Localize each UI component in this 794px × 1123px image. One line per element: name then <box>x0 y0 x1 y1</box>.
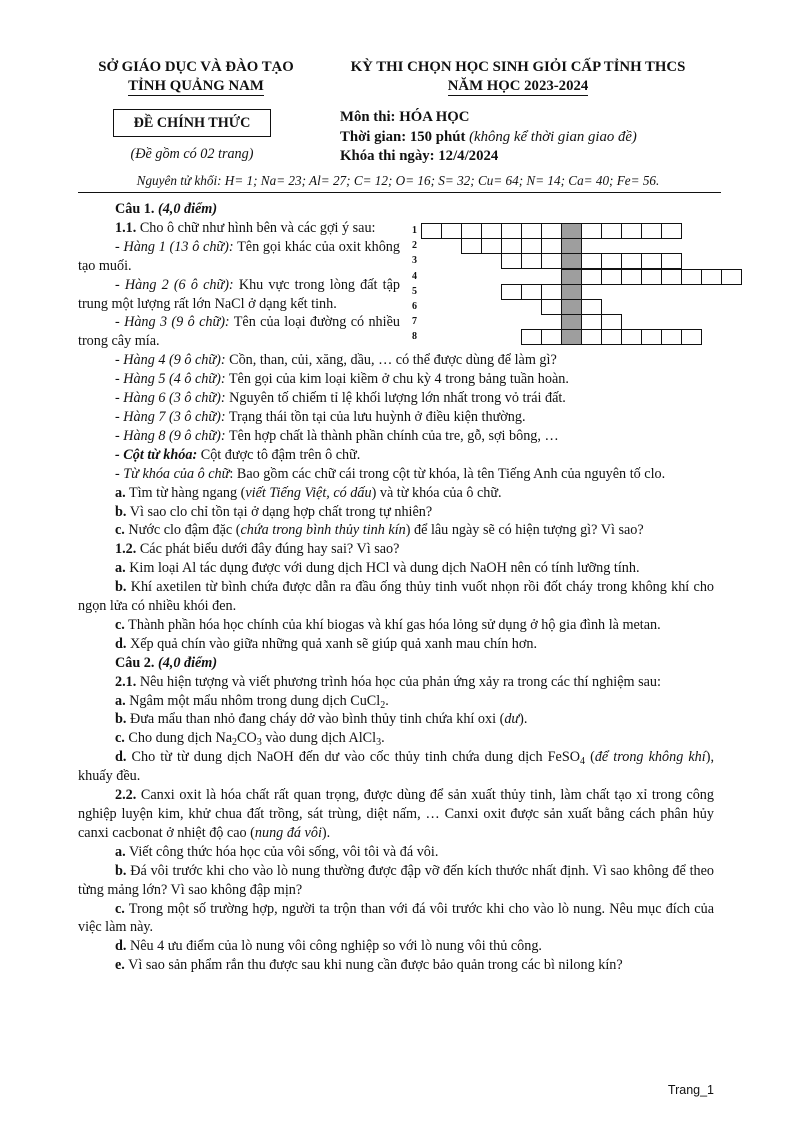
hint-row-5: - Hàng 5 (4 ô chữ): Tên gọi của kim loại kiềm ở chu kỳ 4 trong bảng tuần hoàn. <box>115 371 569 388</box>
province-name: TỈNH QUẢNG NAM <box>128 78 264 94</box>
hint-row-2: - Hàng 2 (6 ô chữ): Khu vực trong lòng đất tập trung một lượng rất lớn NaCl ở dạng kết tinh. <box>78 276 400 312</box>
date-value: 12/4/2024 <box>438 148 499 164</box>
statement-a: a. Kim loại Al tác dụng được với dung dịch HCl và dung dịch NaOH nên có tính lưỡng tính. <box>115 560 640 577</box>
school-year: NĂM HỌC 2023-2024 <box>447 78 589 94</box>
crossword-row-number: 1 <box>412 225 417 236</box>
exam-info <box>340 108 637 167</box>
task-1b: b. Vì sao clo chỉ tồn tại ở dạng hợp chất trong tự nhiên? <box>115 503 433 520</box>
part-1-2: 1.2. Các phát biểu dưới đây đúng hay sai? Vì sao? <box>115 541 400 558</box>
time-note: (không kể thời gian giao đề) <box>469 128 637 145</box>
exam-name: KỲ THI CHỌN HỌC SINH GIỎI CẤP TỈNH THCS <box>350 59 686 75</box>
issuing-department <box>70 58 322 96</box>
hint-row-8: - Hàng 8 (9 ô chữ): Tên hợp chất là thành phần chính của tre, gỗ, sợi bông, … <box>115 427 559 444</box>
task-2e: e. Vì sao sản phẩm rắn thu được sau khi nung cần được bảo quản trong các bì nilong kín? <box>115 957 623 974</box>
crossword-row-number: 2 <box>412 240 417 252</box>
statement-b: b. Khí axetilen từ bình chứa được dẫn ra đầu ống thủy tinh vuốt nhọn rồi đốt cháy trong không khí cho ngọn lửa có nhiều khói đen. <box>78 579 715 615</box>
exam-content <box>78 200 714 975</box>
statement-d: d. Xếp quả chín vào giữa những quả xanh sẽ giúp quả xanh mau chín hơn. <box>115 635 538 652</box>
exam-title <box>318 58 718 96</box>
experiment-c: c. Cho dung dịch $Na_2CO_3$ vào dung dịch AlCl$_3$. <box>115 730 385 749</box>
part-2-1: 2.1. Nêu hiện tượng và viết phương trình hóa học của phản ứng xảy ra trong các thí nghiệm sau: <box>115 673 661 690</box>
time-line <box>340 128 637 148</box>
part-1-1: 1.1. Cho ô chữ như hình bên và các gợi ý sau: <box>115 219 376 236</box>
experiment-d: d. Cho từ từ dung dịch NaOH đến dư vào cốc thủy tinh chứa dung dịch FeSO$_4$ (để trong không khí), khuấy đều. <box>78 749 714 785</box>
hint-row-1: - Hàng 1 (13 ô chữ): Tên gọi khác của oxit không tạo muối. <box>78 238 400 274</box>
task-2c: c. Trong một số trường hợp, người ta trộn than với đá vôi trước khi cho vào lò nung. Nêu mục đích của việc làm này. <box>78 900 714 936</box>
task-1a: a. Tìm từ hàng ngang (viết Tiếng Việt, có dấu) và từ khóa của ô chữ. <box>115 484 502 501</box>
crossword-row-number: 5 <box>412 285 417 297</box>
question-2-title: Câu 2. (4,0 điểm) <box>115 654 218 671</box>
department-name: SỞ GIÁO DỤC VÀ ĐÀO TẠO <box>98 59 294 75</box>
hint-row-6: - Hàng 6 (3 ô chữ): Nguyên tố chiếm tỉ lệ khối lượng lớn nhất trong vỏ trái đất. <box>115 390 566 407</box>
header-divider <box>78 192 721 193</box>
task-1c: c. Nước clo đậm đặc (chứa trong bình thủy tinh kín) để lâu ngày sẽ có hiện tượng gì? Vì sao? <box>115 522 644 539</box>
hint-row-4: - Hàng 4 (9 ô chữ): Cồn, than, củi, xăng, dầu, … có thể được dùng để làm gì? <box>115 352 557 369</box>
crossword-cell <box>721 269 742 285</box>
time-value: 150 phút <box>409 128 466 145</box>
statement-c: c. Thành phần hóa học chính của khí biogas và khí gas hóa lỏng sử dụng ở hộ gia đình là metan. <box>115 616 661 633</box>
hint-keyword: - Từ khóa của ô chữ: Bao gồm các chữ cái trong cột từ khóa, là tên Tiếng Anh của nguyên tố clo. <box>115 465 666 482</box>
hint-key-column: - Cột từ khóa: Cột được tô đậm trên ô chữ. <box>115 446 361 463</box>
hint-row-3: - Hàng 3 (9 ô chữ): Tên của loại đường có nhiều trong cây mía. <box>78 314 400 350</box>
crossword-row-number: 3 <box>412 255 417 267</box>
time-label: Thời gian: <box>340 128 407 145</box>
crossword-row-number: 8 <box>412 331 417 343</box>
hint-row-7: - Hàng 7 (3 ô chữ): Trạng thái tồn tại của lưu huỳnh ở điều kiện thường. <box>115 408 526 425</box>
page-number: Trang_1 <box>667 1083 714 1097</box>
crossword-row-number: 7 <box>412 316 417 328</box>
subject-label: Môn thi: <box>340 109 396 125</box>
date-line <box>340 147 637 167</box>
official-exam-box: ĐỀ CHÍNH THỨC <box>113 109 271 137</box>
subject-line <box>340 108 637 128</box>
task-2a: a. Viết công thức hóa học của vôi sống, vôi tôi và đá vôi. <box>115 843 439 860</box>
task-2d: d. Nêu 4 ưu điểm của lò nung vôi công nghiệp so với lò nung vôi thủ công. <box>115 938 542 955</box>
part-2-2: 2.2. Canxi oxit là hóa chất rất quan trọng, được dùng để sản xuất thủy tinh, làm chất tạo xỉ trong công nghiệp luyện kim, khử chua đất trồng, sát trùng, diệt nấm, … Canxi oxit được sản xuất bằng cách phân hủy canxi cacbonat ở nhiệt độ cao (nung đá vôi). <box>78 787 714 841</box>
question-1-title: Câu 1. (4,0 điểm) <box>115 201 218 217</box>
page-count-note: (Đề gồm có 02 trang) <box>130 146 254 162</box>
experiment-b: b. Đưa mẩu than nhỏ đang cháy dở vào bình thủy tinh chứa khí oxi (dư). <box>115 711 528 728</box>
crossword-row-number: 6 <box>412 301 417 312</box>
atomic-masses: Nguyên tử khối: H= 1; Na= 23; Al= 27; C= 12; O= 16; S= 32; Cu= 64; N= 14; Ca= 40; Fe= 56. <box>136 173 660 188</box>
subject-value: HÓA HỌC <box>399 109 470 125</box>
crossword-row-number: 4 <box>412 270 417 282</box>
task-2b: b. Đá vôi trước khi cho vào lò nung thường được đập vỡ đến kích thước nhất định. Vì sao không để theo từng mảng lớn? Vì sao không đập mịn? <box>78 862 714 898</box>
date-label: Khóa thi ngày: <box>340 148 435 164</box>
experiment-a: a. Ngâm một mẩu nhôm trong dung dịch CuCl$_2$. <box>115 692 389 711</box>
